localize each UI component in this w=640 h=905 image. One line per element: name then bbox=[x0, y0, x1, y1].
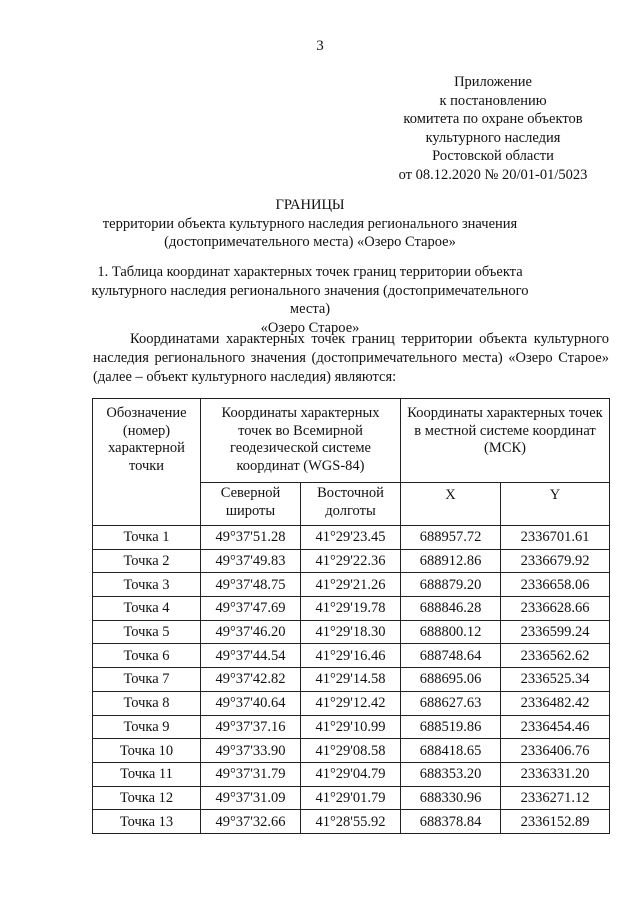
cell-x: 688800.12 bbox=[401, 620, 501, 644]
header-east-longitude: Восточной долготы bbox=[301, 483, 401, 526]
cell-y: 2336152.89 bbox=[501, 810, 610, 834]
table-row bbox=[93, 620, 610, 644]
cell-point: Точка 3 bbox=[93, 573, 201, 597]
title-line: (достопримечательного места) «Озеро Старое» bbox=[164, 234, 456, 251]
cell-longitude: 41°29'21.26 bbox=[301, 573, 401, 597]
cell-y: 2336482.42 bbox=[501, 691, 610, 715]
appendix-line: культурного наследия bbox=[425, 129, 561, 146]
cell-x: 688695.06 bbox=[401, 668, 501, 692]
cell-y: 2336658.06 bbox=[501, 573, 610, 597]
cell-latitude: 49°37'37.16 bbox=[201, 715, 301, 739]
appendix-line: от 08.12.2020 № 20/01-01/5023 bbox=[398, 166, 588, 183]
cell-point: Точка 1 bbox=[93, 526, 201, 550]
table-body bbox=[93, 526, 610, 834]
cell-y: 2336454.46 bbox=[501, 715, 610, 739]
appendix-line: Ростовской области bbox=[432, 148, 554, 165]
cell-latitude: 49°37'32.66 bbox=[201, 810, 301, 834]
cell-point: Точка 12 bbox=[93, 786, 201, 810]
cell-x: 688627.63 bbox=[401, 691, 501, 715]
cell-latitude: 49°37'51.28 bbox=[201, 526, 301, 550]
table-row bbox=[93, 644, 610, 668]
cell-x: 688846.28 bbox=[401, 597, 501, 621]
cell-longitude: 41°29'01.79 bbox=[301, 786, 401, 810]
cell-longitude: 41°29'22.36 bbox=[301, 549, 401, 573]
cell-x: 688957.72 bbox=[401, 526, 501, 550]
title-line: территории объекта культурного наследия регионального значения bbox=[102, 215, 518, 232]
cell-x: 688879.20 bbox=[401, 573, 501, 597]
header-wgs84: Координаты характерных точек во Всемирной геодезической системе координат (WGS-84) bbox=[201, 399, 401, 483]
cell-x: 688519.86 bbox=[401, 715, 501, 739]
cell-y: 2336562.62 bbox=[501, 644, 610, 668]
cell-point: Точка 7 bbox=[93, 668, 201, 692]
cell-longitude: 41°29'19.78 bbox=[301, 597, 401, 621]
section-line: культурного наследия регионального значения (достопримечательного места) bbox=[91, 282, 529, 318]
cell-longitude: 41°28'55.92 bbox=[301, 810, 401, 834]
header-x: X bbox=[401, 483, 501, 526]
title-heading: ГРАНИЦЫ bbox=[275, 197, 345, 213]
cell-point: Точка 13 bbox=[93, 810, 201, 834]
cell-point: Точка 4 bbox=[93, 597, 201, 621]
cell-latitude: 49°37'40.64 bbox=[201, 691, 301, 715]
cell-y: 2336599.24 bbox=[501, 620, 610, 644]
cell-longitude: 41°29'08.58 bbox=[301, 739, 401, 763]
cell-y: 2336701.61 bbox=[501, 526, 610, 550]
table-row bbox=[93, 668, 610, 692]
cell-point: Точка 9 bbox=[93, 715, 201, 739]
section-line: 1. Таблица координат характерных точек границ территории объекта bbox=[97, 264, 523, 280]
cell-longitude: 41°29'04.79 bbox=[301, 762, 401, 786]
cell-latitude: 49°37'31.79 bbox=[201, 762, 301, 786]
table-row bbox=[93, 762, 610, 786]
table-row bbox=[93, 715, 610, 739]
appendix-block bbox=[380, 73, 606, 185]
cell-longitude: 41°29'12.42 bbox=[301, 691, 401, 715]
cell-point: Точка 10 bbox=[93, 739, 201, 763]
coordinates-table bbox=[92, 398, 610, 834]
cell-latitude: 49°37'49.83 bbox=[201, 549, 301, 573]
cell-longitude: 41°29'23.45 bbox=[301, 526, 401, 550]
appendix-line: к постановлению bbox=[439, 92, 547, 109]
table-row bbox=[93, 573, 610, 597]
table-row bbox=[93, 597, 610, 621]
section-line: «Озеро Старое» bbox=[260, 319, 360, 336]
table-row bbox=[93, 786, 610, 810]
document-title bbox=[90, 196, 530, 252]
table-row bbox=[93, 691, 610, 715]
cell-y: 2336628.66 bbox=[501, 597, 610, 621]
intro-paragraph: Координатами характерных точек границ территории объекта культурного наследия регионального значения (достопримечательного места) «Озеро Старое» (далее – объект культурного наследия) являются: bbox=[93, 331, 609, 385]
cell-x: 688353.20 bbox=[401, 762, 501, 786]
section-heading bbox=[90, 263, 530, 337]
cell-point: Точка 2 bbox=[93, 549, 201, 573]
cell-y: 2336525.34 bbox=[501, 668, 610, 692]
cell-point: Точка 11 bbox=[93, 762, 201, 786]
appendix-line: комитета по охране объектов bbox=[403, 111, 583, 128]
cell-latitude: 49°37'47.69 bbox=[201, 597, 301, 621]
cell-y: 2336679.92 bbox=[501, 549, 610, 573]
header-north-latitude: Северной широты bbox=[201, 483, 301, 526]
cell-latitude: 49°37'48.75 bbox=[201, 573, 301, 597]
page-number: 3 bbox=[316, 38, 324, 54]
cell-x: 688912.86 bbox=[401, 549, 501, 573]
cell-point: Точка 8 bbox=[93, 691, 201, 715]
cell-longitude: 41°29'18.30 bbox=[301, 620, 401, 644]
cell-longitude: 41°29'14.58 bbox=[301, 668, 401, 692]
cell-y: 2336331.20 bbox=[501, 762, 610, 786]
table-row bbox=[93, 549, 610, 573]
cell-x: 688748.64 bbox=[401, 644, 501, 668]
header-msk: Координаты характерных точек в местной системе координат (МСК) bbox=[401, 399, 610, 483]
cell-x: 688330.96 bbox=[401, 786, 501, 810]
table-row bbox=[93, 810, 610, 834]
cell-longitude: 41°29'16.46 bbox=[301, 644, 401, 668]
header-y: Y bbox=[501, 483, 610, 526]
header-designation: Обозначение (номер) характерной точки bbox=[93, 399, 201, 526]
cell-point: Точка 5 bbox=[93, 620, 201, 644]
cell-longitude: 41°29'10.99 bbox=[301, 715, 401, 739]
cell-latitude: 49°37'46.20 bbox=[201, 620, 301, 644]
table-row bbox=[93, 739, 610, 763]
table-row bbox=[93, 526, 610, 550]
cell-latitude: 49°37'31.09 bbox=[201, 786, 301, 810]
cell-point: Точка 6 bbox=[93, 644, 201, 668]
cell-latitude: 49°37'33.90 bbox=[201, 739, 301, 763]
cell-latitude: 49°37'42.82 bbox=[201, 668, 301, 692]
cell-x: 688418.65 bbox=[401, 739, 501, 763]
cell-y: 2336406.76 bbox=[501, 739, 610, 763]
cell-latitude: 49°37'44.54 bbox=[201, 644, 301, 668]
cell-x: 688378.84 bbox=[401, 810, 501, 834]
appendix-line: Приложение bbox=[454, 74, 532, 90]
cell-y: 2336271.12 bbox=[501, 786, 610, 810]
